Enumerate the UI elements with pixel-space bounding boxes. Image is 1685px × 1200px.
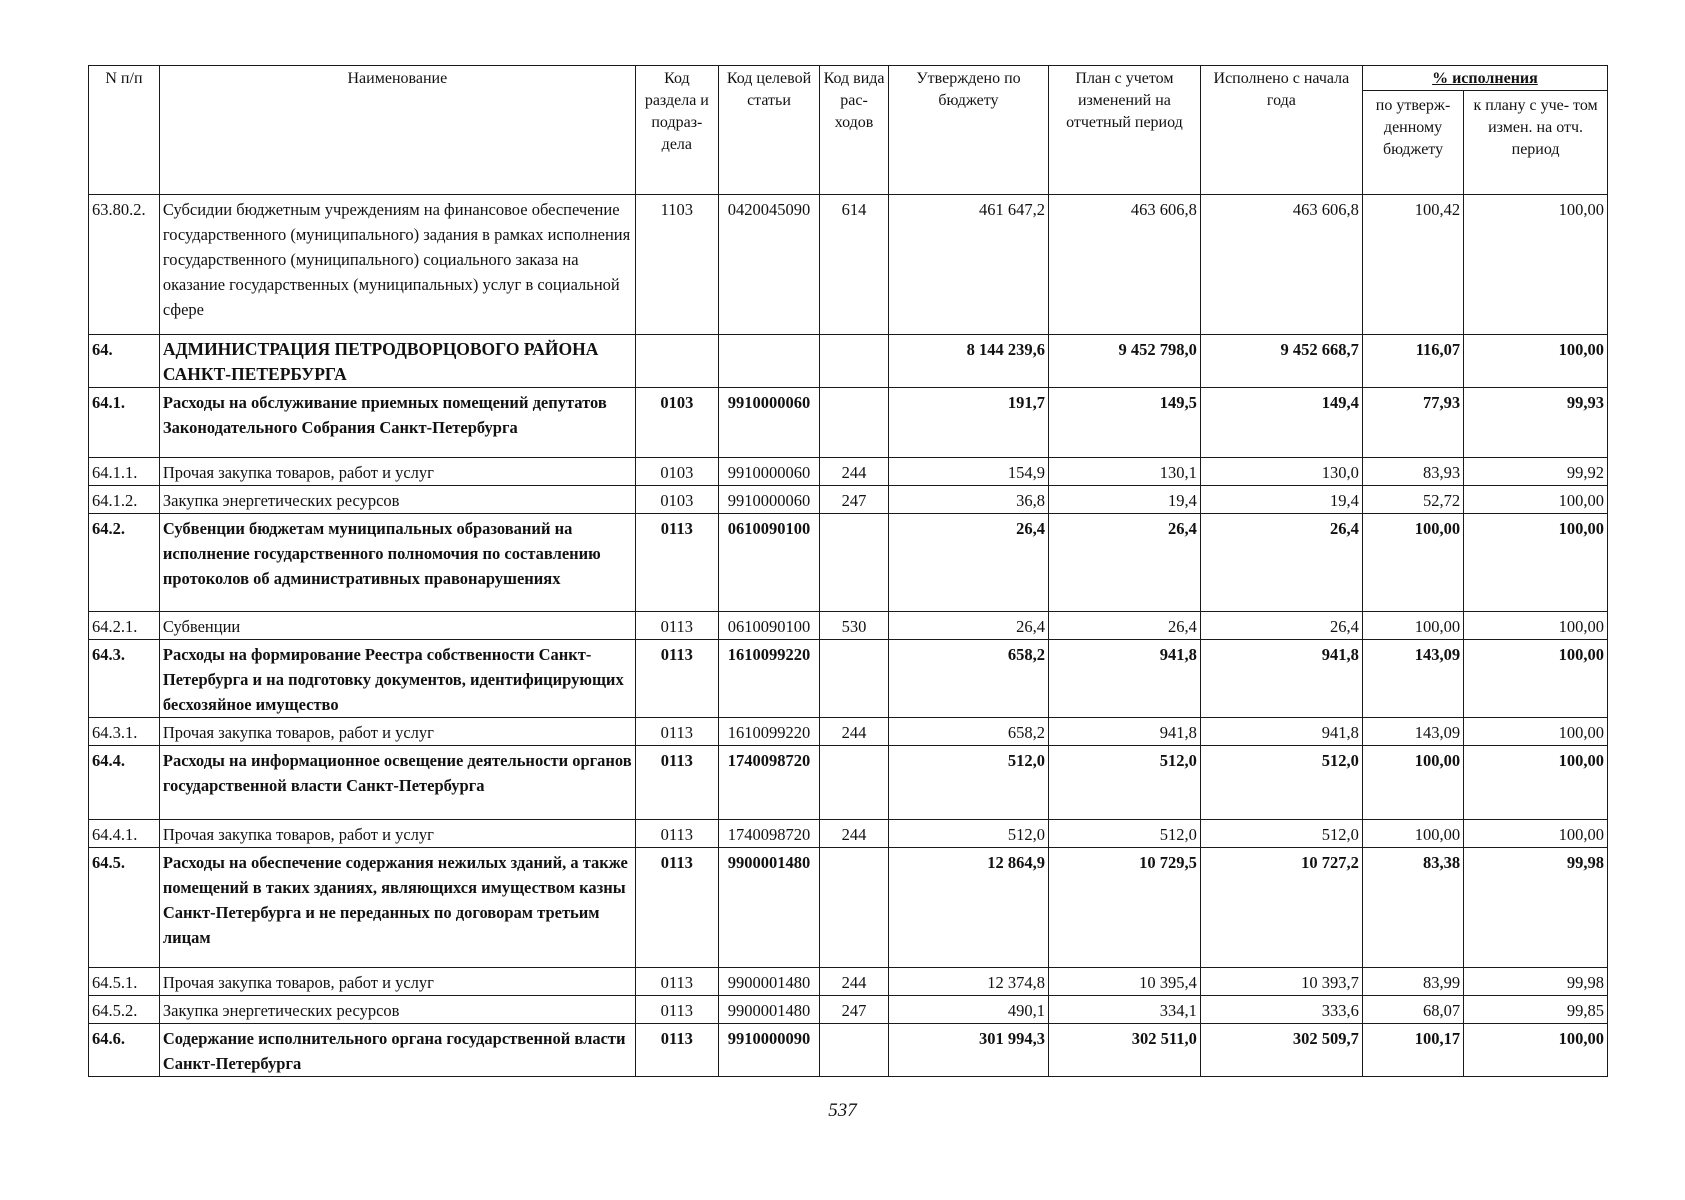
header-executed: Исполнено с начала года <box>1200 66 1362 195</box>
row-pct-plan: 100,00 <box>1464 335 1608 388</box>
row-pct-plan: 99,93 <box>1464 388 1608 458</box>
row-target-code: 0610090100 <box>718 514 819 612</box>
table-row <box>89 996 1608 1024</box>
row-expense-code: 244 <box>820 718 889 746</box>
row-expense-code: 244 <box>820 968 889 996</box>
row-pct-budget: 100,00 <box>1362 514 1463 612</box>
row-section-code: 1103 <box>635 195 718 335</box>
row-approved: 512,0 <box>888 820 1048 848</box>
row-name: Субсидии бюджетным учреждениям на финансовое обеспечение государственного (муниципального) задания в рамках исполнения государственного (муниципального) социального заказа на оказание государственных (муниципальных) услуг в социальной сфере <box>159 195 635 335</box>
row-name: Прочая закупка товаров, работ и услуг <box>159 718 635 746</box>
row-pct-plan: 100,00 <box>1464 746 1608 820</box>
row-name: Расходы на обеспечение содержания нежилых зданий, а также помещений в таких зданиях, являющихся имуществом казны Санкт-Петербурга и не переданных по договорам третьим лицам <box>159 848 635 968</box>
row-executed: 9 452 668,7 <box>1200 335 1362 388</box>
row-pct-plan: 100,00 <box>1464 820 1608 848</box>
header-pct-budget: по утверж- денному бюджету <box>1362 91 1463 195</box>
row-approved: 12 374,8 <box>888 968 1048 996</box>
header-plan: План с учетом изменений на отчетный период <box>1048 66 1200 195</box>
row-num: 64.5.1. <box>89 968 160 996</box>
row-num: 64.1.2. <box>89 486 160 514</box>
page-number: 537 <box>828 1100 857 1121</box>
row-executed: 10 393,7 <box>1200 968 1362 996</box>
header-row <box>89 66 1608 91</box>
row-num: 64.2.1. <box>89 612 160 640</box>
row-target-code <box>718 335 819 388</box>
row-expense-code <box>820 1024 889 1077</box>
row-expense-code: 614 <box>820 195 889 335</box>
table-row <box>89 1024 1608 1077</box>
row-section-code: 0113 <box>635 640 718 718</box>
row-pct-budget: 100,17 <box>1362 1024 1463 1077</box>
row-approved: 8 144 239,6 <box>888 335 1048 388</box>
row-plan: 26,4 <box>1048 514 1200 612</box>
row-expense-code: 244 <box>820 458 889 486</box>
header-expense-code: Код вида рас- ходов <box>820 66 889 195</box>
row-approved: 490,1 <box>888 996 1048 1024</box>
row-expense-code: 247 <box>820 486 889 514</box>
row-num: 63.80.2. <box>89 195 160 335</box>
row-expense-code <box>820 388 889 458</box>
row-pct-plan: 100,00 <box>1464 1024 1608 1077</box>
row-num: 64.1. <box>89 388 160 458</box>
row-approved: 26,4 <box>888 612 1048 640</box>
row-plan: 9 452 798,0 <box>1048 335 1200 388</box>
header-approved: Утверждено по бюджету <box>888 66 1048 195</box>
table-row <box>89 640 1608 718</box>
table-row <box>89 514 1608 612</box>
row-pct-plan: 99,98 <box>1464 848 1608 968</box>
row-target-code: 0420045090 <box>718 195 819 335</box>
row-pct-plan: 100,00 <box>1464 718 1608 746</box>
row-pct-plan: 100,00 <box>1464 514 1608 612</box>
table-row <box>89 968 1608 996</box>
row-plan: 26,4 <box>1048 612 1200 640</box>
row-executed: 26,4 <box>1200 514 1362 612</box>
row-target-code: 9900001480 <box>718 968 819 996</box>
row-name: Расходы на обслуживание приемных помещений депутатов Законодательного Собрания Санкт-Петербурга <box>159 388 635 458</box>
table-row <box>89 718 1608 746</box>
row-section-code: 0113 <box>635 968 718 996</box>
row-pct-budget: 83,93 <box>1362 458 1463 486</box>
row-expense-code <box>820 848 889 968</box>
row-pct-budget: 83,99 <box>1362 968 1463 996</box>
row-plan: 302 511,0 <box>1048 1024 1200 1077</box>
row-name: АДМИНИСТРАЦИЯ ПЕТРОДВОРЦОВОГО РАЙОНА САНКТ-ПЕТЕРБУРГА <box>159 335 635 388</box>
row-pct-plan: 100,00 <box>1464 612 1608 640</box>
row-executed: 512,0 <box>1200 746 1362 820</box>
row-approved: 12 864,9 <box>888 848 1048 968</box>
row-num: 64.4. <box>89 746 160 820</box>
row-expense-code <box>820 746 889 820</box>
row-plan: 941,8 <box>1048 640 1200 718</box>
table-row <box>89 746 1608 820</box>
header-section-code: Код раздела и подраз- дела <box>635 66 718 195</box>
row-plan: 463 606,8 <box>1048 195 1200 335</box>
row-name: Прочая закупка товаров, работ и услуг <box>159 820 635 848</box>
row-pct-plan: 100,00 <box>1464 195 1608 335</box>
row-target-code: 9910000060 <box>718 388 819 458</box>
row-section-code: 0113 <box>635 1024 718 1077</box>
row-approved: 301 994,3 <box>888 1024 1048 1077</box>
row-num: 64.6. <box>89 1024 160 1077</box>
row-section-code: 0113 <box>635 718 718 746</box>
row-target-code: 1610099220 <box>718 718 819 746</box>
row-section-code: 0103 <box>635 388 718 458</box>
table-body <box>89 195 1608 1077</box>
row-pct-budget: 143,09 <box>1362 640 1463 718</box>
row-target-code: 0610090100 <box>718 612 819 640</box>
row-pct-plan: 99,85 <box>1464 996 1608 1024</box>
row-pct-plan: 100,00 <box>1464 486 1608 514</box>
row-section-code: 0113 <box>635 820 718 848</box>
row-plan: 10 729,5 <box>1048 848 1200 968</box>
row-expense-code: 530 <box>820 612 889 640</box>
row-section-code: 0113 <box>635 996 718 1024</box>
row-pct-budget: 143,09 <box>1362 718 1463 746</box>
row-pct-plan: 99,98 <box>1464 968 1608 996</box>
table-row <box>89 612 1608 640</box>
row-expense-code <box>820 640 889 718</box>
row-expense-code <box>820 335 889 388</box>
header-pct: % исполнения <box>1362 66 1607 91</box>
row-section-code <box>635 335 718 388</box>
row-num: 64.3.1. <box>89 718 160 746</box>
row-executed: 512,0 <box>1200 820 1362 848</box>
table-row <box>89 388 1608 458</box>
row-name: Расходы на информационное освещение деятельности органов государственной власти Санкт-Петербурга <box>159 746 635 820</box>
row-approved: 36,8 <box>888 486 1048 514</box>
row-executed: 333,6 <box>1200 996 1362 1024</box>
row-num: 64.1.1. <box>89 458 160 486</box>
row-num: 64.3. <box>89 640 160 718</box>
table-row <box>89 335 1608 388</box>
row-plan: 334,1 <box>1048 996 1200 1024</box>
header-num: N п/п <box>89 66 160 195</box>
row-target-code: 9910000090 <box>718 1024 819 1077</box>
row-executed: 130,0 <box>1200 458 1362 486</box>
row-executed: 10 727,2 <box>1200 848 1362 968</box>
row-target-code: 1740098720 <box>718 746 819 820</box>
table-row <box>89 848 1608 968</box>
row-executed: 19,4 <box>1200 486 1362 514</box>
row-plan: 149,5 <box>1048 388 1200 458</box>
header-name: Наименование <box>159 66 635 195</box>
row-section-code: 0103 <box>635 486 718 514</box>
table-row <box>89 458 1608 486</box>
row-plan: 130,1 <box>1048 458 1200 486</box>
row-section-code: 0113 <box>635 514 718 612</box>
row-num: 64.2. <box>89 514 160 612</box>
row-executed: 941,8 <box>1200 718 1362 746</box>
row-target-code: 9910000060 <box>718 458 819 486</box>
row-approved: 154,9 <box>888 458 1048 486</box>
row-approved: 512,0 <box>888 746 1048 820</box>
budget-execution-table <box>88 65 1608 1077</box>
row-name: Субвенции <box>159 612 635 640</box>
row-name: Содержание исполнительного органа государственной власти Санкт-Петербурга <box>159 1024 635 1077</box>
row-section-code: 0103 <box>635 458 718 486</box>
row-target-code: 9910000060 <box>718 486 819 514</box>
row-pct-budget: 100,00 <box>1362 612 1463 640</box>
row-executed: 149,4 <box>1200 388 1362 458</box>
row-pct-budget: 52,72 <box>1362 486 1463 514</box>
row-pct-budget: 68,07 <box>1362 996 1463 1024</box>
row-pct-budget: 77,93 <box>1362 388 1463 458</box>
row-pct-budget: 83,38 <box>1362 848 1463 968</box>
row-executed: 463 606,8 <box>1200 195 1362 335</box>
row-pct-budget: 116,07 <box>1362 335 1463 388</box>
row-name: Закупка энергетических ресурсов <box>159 996 635 1024</box>
row-expense-code: 247 <box>820 996 889 1024</box>
row-section-code: 0113 <box>635 848 718 968</box>
row-target-code: 9900001480 <box>718 996 819 1024</box>
row-pct-plan: 99,92 <box>1464 458 1608 486</box>
row-plan: 512,0 <box>1048 820 1200 848</box>
table-row <box>89 486 1608 514</box>
row-num: 64.4.1. <box>89 820 160 848</box>
row-expense-code <box>820 514 889 612</box>
row-executed: 26,4 <box>1200 612 1362 640</box>
row-num: 64.5. <box>89 848 160 968</box>
budget-table-container <box>88 65 1608 1077</box>
row-approved: 461 647,2 <box>888 195 1048 335</box>
row-plan: 512,0 <box>1048 746 1200 820</box>
row-num: 64.5.2. <box>89 996 160 1024</box>
row-expense-code: 244 <box>820 820 889 848</box>
row-name: Прочая закупка товаров, работ и услуг <box>159 458 635 486</box>
row-approved: 26,4 <box>888 514 1048 612</box>
row-name: Расходы на формирование Реестра собственности Санкт-Петербурга и на подготовку документов, идентифицирующих бесхозяйное имущество <box>159 640 635 718</box>
row-pct-plan: 100,00 <box>1464 640 1608 718</box>
table-row <box>89 195 1608 335</box>
row-approved: 191,7 <box>888 388 1048 458</box>
row-section-code: 0113 <box>635 746 718 820</box>
row-plan: 10 395,4 <box>1048 968 1200 996</box>
row-executed: 302 509,7 <box>1200 1024 1362 1077</box>
row-target-code: 1740098720 <box>718 820 819 848</box>
row-plan: 941,8 <box>1048 718 1200 746</box>
row-approved: 658,2 <box>888 640 1048 718</box>
header-target-code: Код целевой статьи <box>718 66 819 195</box>
row-target-code: 1610099220 <box>718 640 819 718</box>
header-pct-plan: к плану с уче- том измен. на отч. период <box>1464 91 1608 195</box>
row-name: Субвенции бюджетам муниципальных образований на исполнение государственного полномочия по составлению протоколов об административных правонарушениях <box>159 514 635 612</box>
row-executed: 941,8 <box>1200 640 1362 718</box>
table-row <box>89 820 1608 848</box>
row-pct-budget: 100,42 <box>1362 195 1463 335</box>
row-name: Закупка энергетических ресурсов <box>159 486 635 514</box>
row-section-code: 0113 <box>635 612 718 640</box>
row-name: Прочая закупка товаров, работ и услуг <box>159 968 635 996</box>
row-plan: 19,4 <box>1048 486 1200 514</box>
row-pct-budget: 100,00 <box>1362 746 1463 820</box>
row-target-code: 9900001480 <box>718 848 819 968</box>
row-num: 64. <box>89 335 160 388</box>
row-pct-budget: 100,00 <box>1362 820 1463 848</box>
row-approved: 658,2 <box>888 718 1048 746</box>
